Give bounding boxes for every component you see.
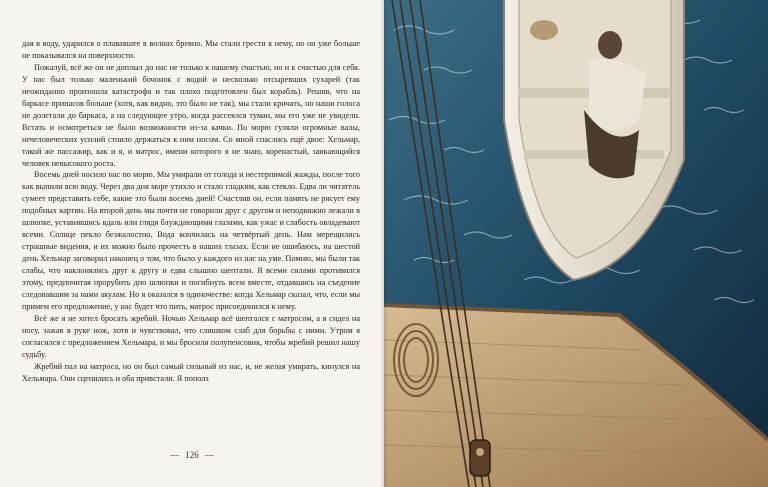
illustration-page [384, 0, 768, 487]
folio-dash-left: — [170, 450, 179, 460]
boat-at-sea-illustration [384, 0, 768, 487]
folio-dash-right: — [205, 450, 214, 460]
pulley-block [470, 440, 490, 476]
paragraph: Восемь дней носило нас по морю. Мы умирали от голода и нестерпимой жажды, после того как выпили всю воду. Через два дня море утихло и стало гладким, как стекло. Едва ли читатель сумеет представить себе, какие это были восемь дней! Счастлив он, если память не рисует ему подобных картин. На второй день мы почти не говорили друг с другом и неподвижно лежали в шлюпке, уставившись вдаль или глядя блуждающими глазами, как ужас и слабость овладевают всеми. Солнце пекло безжалостно. Вода кончилась на четвёртый день. Нам мерещились страшные видения, и их можно было прочесть в наших глазах. Если не ошибаюсь, на шестой день Хельмар заговорил наконец о том, что было у каждого из нас на уме. Помню, мы были так слабы, что наклонялись друг к другу и едва слышно шептали. Я всеми силами противился этому, предпочитая прорубить дно шлюпки и погибнуть всем вместе, отдавшись на съедение следовавшим за нами акулам. Но я оказался в одиночестве: когда Хельмар сказал, что, если мы примем его предложение, у нас будет что пить, матрос присоединился к нему. [22, 170, 360, 311]
body-text [22, 38, 360, 385]
paragraph: Пожалуй, всё же он не доплыл до нас не только к нашему счастью, но и к счастью для себя. У нас был только маленький бочонок с водой и несколько отсыревших сухарей (так неожиданно произошла катастрофа и так плохо подготовлен был корабль). Решив, что на баркасе припасов больше (хотя, как видно, это было не так), мы стали кричать, но наши голоса не долетали до баркаса, а на следующее утро, когда рассеялся туман, мы его уже не увидели. Встать и осмотреться не было возможности из-за качки. По морю гуляли огромные валы, нечеловеческих усилий стоило держаться к ним носом. Со мной спаслись ещё двое: Хельмар, такой же пассажир, как и я, и матрос, имени которого я не знаю, коренастый, заикающийся человек невысокого роста. [22, 62, 360, 168]
paragraph: Всё же я не хотел бросать жребий. Ночью Хельмар всё шептался с матросом, а я сидел на носу, зажав в руке нож, хотя и чувствовал, что слишком слаб для борьбы с ними. Утром я согласился с предложением Хельмара, и мы бросили полупенсовик, чтобы жребий решил нашу судьбу. [22, 313, 360, 359]
page-number-line [0, 450, 384, 460]
page-number: 126 [185, 450, 199, 460]
paragraph: дая в воду, ударился о плававшее в волнах бревно. Мы стали грести к нему, но он уже больше не показывался на поверхности. [22, 39, 360, 60]
paragraph: Жребий пал на матроса, но он был самый сильный из нас, и, не желая умирать, кинулся на Хельмара. Они сцепились и оба привстали. Я пополз [22, 361, 360, 383]
